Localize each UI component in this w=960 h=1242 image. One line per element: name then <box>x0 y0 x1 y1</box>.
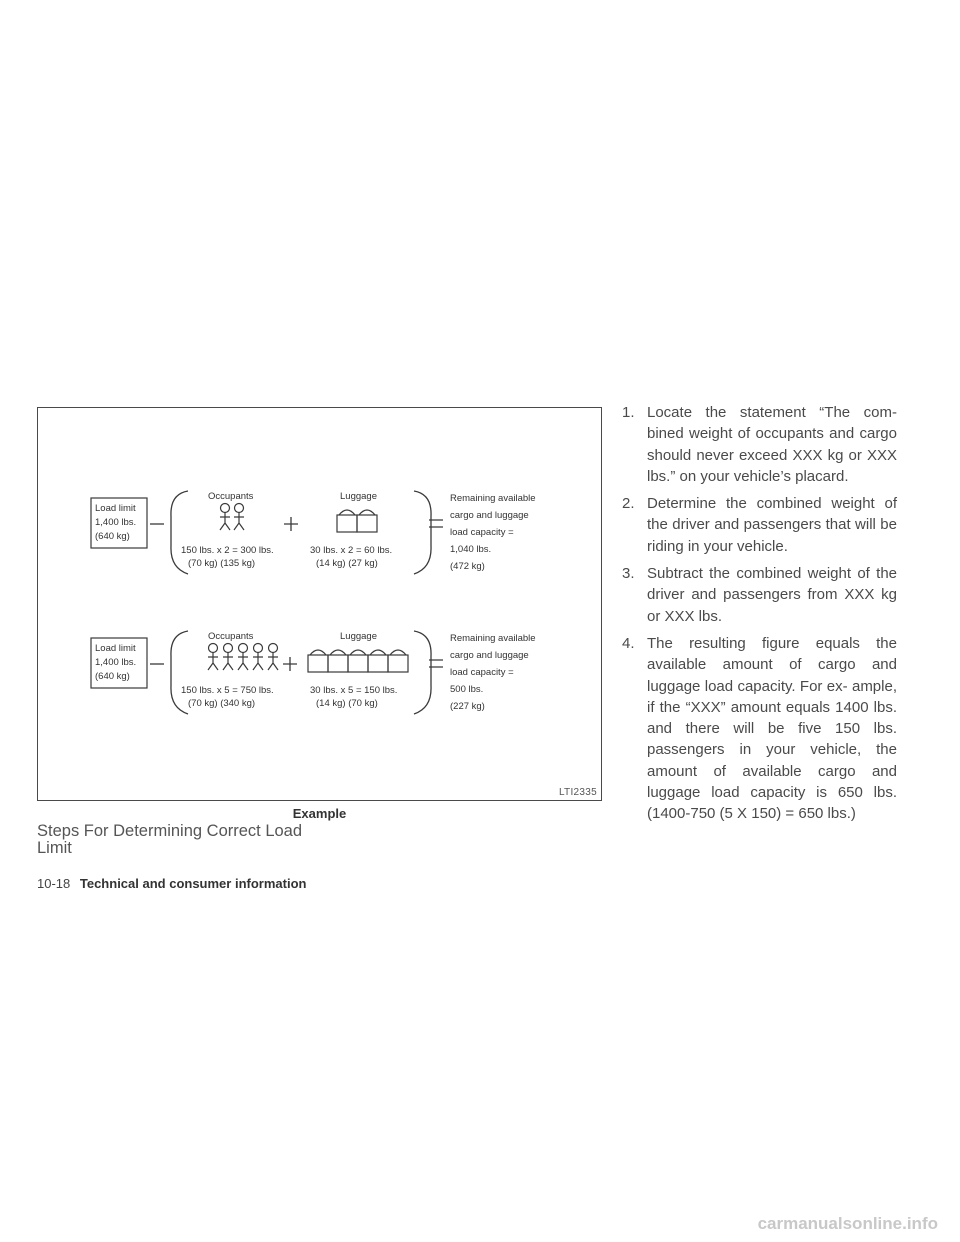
occupants-kg: (70 kg) (340 kg) <box>188 698 256 709</box>
suitcase-icon <box>310 650 326 655</box>
person-icon <box>253 653 263 671</box>
suitcase-icon <box>348 655 368 672</box>
step-number: 4. <box>622 634 635 652</box>
step-text: The resulting figure equals the available amount of cargo and luggage load capacity. For ex- ample, if the “XXX” amount equals 1400 lbs. and there will be five 150 lbs. passengers in your vehicle, the amount of available cargo and luggage load capacity is 650 lbs. (1400-750 (5 X 150) = 650 lbs.) <box>647 634 897 823</box>
steps-list <box>622 402 897 831</box>
person-icon <box>239 644 248 653</box>
step-number: 1. <box>622 404 635 421</box>
remaining-text: cargo and luggage <box>450 650 529 661</box>
suitcase-icon <box>308 655 328 672</box>
left-bracket <box>171 631 188 714</box>
step-text: Determine the combined weight of the driver and passengers that will be riding in your vehicle. <box>647 495 897 555</box>
figure-caption: Example <box>292 806 347 821</box>
remaining-text: cargo and luggage <box>450 510 529 521</box>
right-bracket <box>414 491 431 574</box>
person-icon <box>223 653 233 671</box>
remaining-text: (227 kg) <box>450 701 485 712</box>
suitcase-icon <box>359 510 375 515</box>
page-footer <box>37 876 306 891</box>
footer-section-title: Technical and consumer information <box>79 876 307 891</box>
occupants-calc: 150 lbs. x 5 = 750 lbs. <box>181 685 274 696</box>
remaining-text: Remaining available <box>450 493 536 504</box>
suitcase-icon <box>368 655 388 672</box>
load-limit-text: Load limit <box>95 643 136 654</box>
suitcase-icon <box>330 650 346 655</box>
occupants-kg: (70 kg) (135 kg) <box>188 558 256 569</box>
step-number: 3. <box>622 565 635 583</box>
right-bracket <box>414 631 431 714</box>
person-icon <box>235 504 244 513</box>
person-icon <box>220 513 230 531</box>
step-item <box>622 563 897 627</box>
load-limit-text: (640 kg) <box>95 671 130 682</box>
load-limit-text: Load limit <box>95 503 136 514</box>
watermark: carmanualsonline.info <box>757 1214 938 1233</box>
load-limit-example-figure <box>37 407 602 801</box>
remaining-text: 1,040 lbs. <box>450 544 492 555</box>
remaining-text: 500 lbs. <box>450 684 484 695</box>
person-icon <box>269 644 278 653</box>
step-number: 2. <box>622 495 635 513</box>
occupants-calc: 150 lbs. x 2 = 300 lbs. <box>181 545 274 556</box>
step-item <box>622 493 897 557</box>
figure-code: LTI2335 <box>558 787 597 798</box>
luggage-calc: 30 lbs. x 5 = 150 lbs. <box>310 685 398 696</box>
person-icon <box>221 504 230 513</box>
person-icon <box>234 513 244 531</box>
step-item <box>622 402 897 487</box>
step-text: Locate the statement “The com- bined weight of occupants and cargo should never exceed XXX kg or XXX lbs.” on your vehicle’s placard. <box>647 404 897 485</box>
luggage-label: Luggage <box>340 491 377 502</box>
load-limit-text: 1,400 lbs. <box>95 517 137 528</box>
luggage-kg: (14 kg) (27 kg) <box>316 558 378 569</box>
step-text: Subtract the combined weight of the driver and passengers from XXX kg or XXX lbs. <box>647 565 897 625</box>
load-limit-diagram <box>38 408 601 800</box>
suitcase-icon <box>390 650 406 655</box>
page-number: 10-18 <box>37 876 71 891</box>
luggage-kg: (14 kg) (70 kg) <box>316 698 378 709</box>
step-item <box>622 633 897 825</box>
remaining-text: load capacity = <box>450 667 514 678</box>
plus-sign <box>284 517 298 531</box>
load-limit-text: 1,400 lbs. <box>95 657 137 668</box>
remaining-text: load capacity = <box>450 527 514 538</box>
person-icon <box>224 644 233 653</box>
suitcase-icon <box>328 655 348 672</box>
person-icon <box>254 644 263 653</box>
suitcase-icon <box>357 515 377 532</box>
luggage-calc: 30 lbs. x 2 = 60 lbs. <box>310 545 393 556</box>
load-limit-text: (640 kg) <box>95 531 130 542</box>
suitcase-icon <box>350 650 366 655</box>
occupants-label: Occupants <box>208 491 254 502</box>
section-heading: Steps For Determining Correct Load Limit <box>37 822 303 857</box>
suitcase-icon <box>339 510 355 515</box>
remaining-text: Remaining available <box>450 633 536 644</box>
occupants-label: Occupants <box>208 631 254 642</box>
person-icon <box>268 653 278 671</box>
person-icon <box>208 653 218 671</box>
left-bracket <box>171 491 188 574</box>
remaining-text: (472 kg) <box>450 561 485 572</box>
person-icon <box>238 653 248 671</box>
suitcase-icon <box>337 515 357 532</box>
luggage-label: Luggage <box>340 631 377 642</box>
person-icon <box>209 644 218 653</box>
suitcase-icon <box>370 650 386 655</box>
suitcase-icon <box>388 655 408 672</box>
plus-sign <box>283 657 297 671</box>
